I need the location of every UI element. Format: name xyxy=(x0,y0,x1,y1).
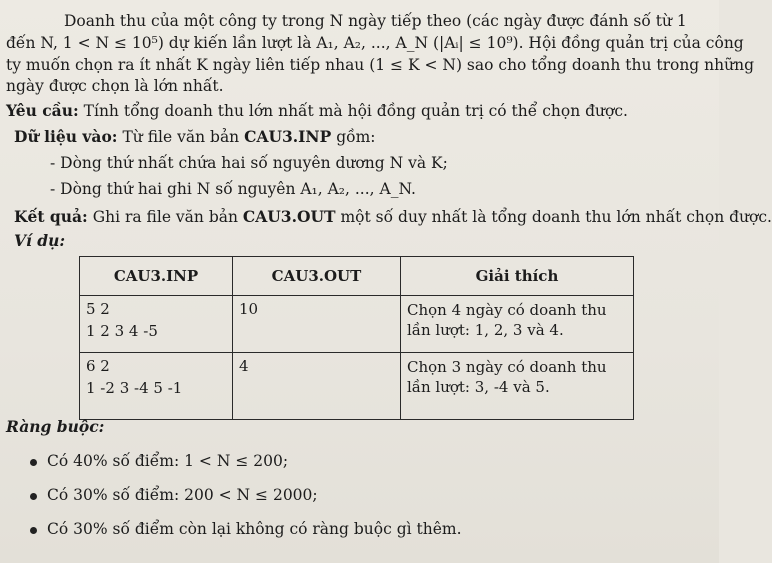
example-label xyxy=(14,231,719,251)
cell-explain: Chọn 3 ngày có doanh thu lần lượt: 3, -4 và 5. xyxy=(401,353,634,420)
requirement xyxy=(6,101,719,121)
bullet-icon xyxy=(30,493,37,500)
constraint-text: Có 30% số điểm còn lại không có ràng buộc gì thêm. xyxy=(47,520,462,538)
output-text-after: một số duy nhất là tổng doanh thu lớn nhất chọn được. xyxy=(340,208,772,226)
requirement-text: Tính tổng doanh thu lớn nhất mà hội đồng quản trị có thể chọn được. xyxy=(83,102,628,120)
table-row xyxy=(80,353,634,420)
example-label-text: Ví dụ: xyxy=(14,231,66,250)
constraint-item xyxy=(30,520,462,538)
output-label: Kết quả: xyxy=(14,207,88,226)
bullet-icon xyxy=(30,459,37,466)
input-text-after: gồm: xyxy=(336,128,376,146)
input-file: CAU3.INP xyxy=(244,127,332,146)
header-explain: Giải thích xyxy=(401,257,634,296)
table-row xyxy=(80,296,634,353)
input-description xyxy=(14,127,719,147)
intro-line-4: ngày được chọn là lớn nhất. xyxy=(6,77,224,95)
cell-inp xyxy=(80,296,233,353)
constraints-label xyxy=(6,417,719,437)
inp-line-1: 6 2 xyxy=(86,357,110,375)
intro-line-1: Doanh thu của một công ty trong N ngày tiếp theo (các ngày được đánh số từ 1 xyxy=(64,12,687,30)
example-table xyxy=(79,256,634,420)
inp-line-2: 1 2 3 4 -5 xyxy=(86,322,158,340)
constraint-item xyxy=(30,486,318,504)
constraint-text: Có 30% số điểm: 200 < N ≤ 2000; xyxy=(47,486,318,504)
input-line-1: - Dòng thứ nhất chứa hai số nguyên dương N và K; xyxy=(50,154,448,172)
output-file: CAU3.OUT xyxy=(242,207,336,226)
requirement-label: Yêu cầu: xyxy=(6,101,79,120)
inp-line-1: 5 2 xyxy=(86,300,110,318)
cell-out: 10 xyxy=(233,296,401,353)
output-text-before: Ghi ra file văn bản xyxy=(92,208,238,226)
constraints-label-text: Ràng buộc: xyxy=(6,417,105,436)
input-label: Dữ liệu vào: xyxy=(14,127,118,146)
inp-line-2: 1 -2 3 -4 5 -1 xyxy=(86,379,183,397)
cell-explain: Chọn 4 ngày có doanh thu lần lượt: 1, 2, 3 và 4. xyxy=(401,296,634,353)
intro-line-2: đến N, 1 < N ≤ 10⁵) dự kiến lần lượt là A₁, A₂, ..., A_N (|Aᵢ| ≤ 10⁹). Hội đồng quản trị của công xyxy=(6,34,744,52)
constraint-item xyxy=(30,452,288,470)
input-line-2: - Dòng thứ hai ghi N số nguyên A₁, A₂, ..., A_N. xyxy=(50,180,416,198)
table-header-row xyxy=(80,257,634,296)
constraint-text: Có 40% số điểm: 1 < N ≤ 200; xyxy=(47,452,289,470)
cell-inp xyxy=(80,353,233,420)
cell-out: 4 xyxy=(233,353,401,420)
header-out: CAU3.OUT xyxy=(233,257,401,296)
header-inp: CAU3.INP xyxy=(80,257,233,296)
bullet-icon xyxy=(30,527,37,534)
intro-line-3: ty muốn chọn ra ít nhất K ngày liên tiếp nhau (1 ≤ K < N) sao cho tổng doanh thu trong những xyxy=(6,56,755,74)
output-description xyxy=(14,207,772,227)
input-text-before: Từ file văn bản xyxy=(122,128,240,146)
